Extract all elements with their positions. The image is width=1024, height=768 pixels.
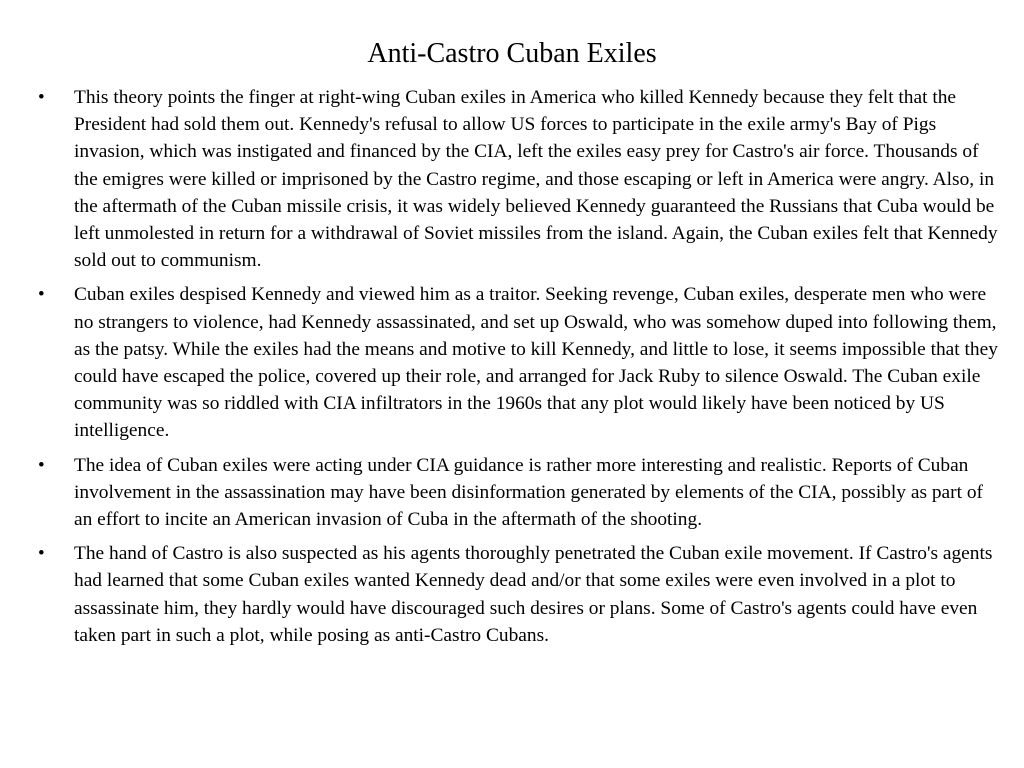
bullet-list	[38, 84, 998, 656]
bullet-marker: •	[38, 454, 45, 476]
bullet-marker: •	[38, 284, 45, 306]
bullet-text: The hand of Castro is also suspected as his agents thoroughly penetrated the Cuban exile movement. If Castro's agents had learned that some Cuban exiles wanted Kennedy dead and/or that some exiles were even involved in a plot to assassinate him, they hardly would have discouraged such desires or plans. Some of Castro's agents could have even taken part in such a plot, while posing as anti-Castro Cubans.	[74, 543, 993, 646]
bullet-text: The idea of Cuban exiles were acting under CIA guidance is rather more interesting and realistic. Reports of Cuban involvement in the assassination may have been disinformation generated by elements of the CIA, possibly as part of an effort to incite an American invasion of Cuba in the aftermath of the shooting.	[74, 454, 983, 531]
bullet-text: Cuban exiles despised Kennedy and viewed him as a traitor. Seeking revenge, Cuban exiles, desperate men who were no strangers to violence, had Kennedy assassinated, and set up Oswald, who was somehow duped into following them, as the patsy. While the exiles had the means and motive to kill Kennedy, and little to lose, it seems impossible that they could have escaped the police, covered up their role, and arranged for Jack Ruby to silence Oswald. The Cuban exile community was so riddled with CIA infiltrators in the 1960s that any plot would likely have been noticed by US intelligence.	[74, 284, 998, 442]
bullet-marker: •	[38, 543, 45, 565]
slide-title: Anti-Castro Cuban Exiles	[367, 38, 657, 69]
bullet-item	[38, 84, 998, 274]
bullet-item	[38, 540, 998, 649]
bullet-item	[38, 281, 998, 444]
bullet-text: This theory points the finger at right-wing Cuban exiles in America who killed Kennedy because they felt that the President had sold them out. Kennedy's refusal to allow US forces to participate in the exile army's Bay of Pigs invasion, which was instigated and financed by the CIA, left the exiles easy prey for Castro's air force. Thousands of the emigres were killed or imprisoned by the Castro regime, and those escaping or left in America were angry. Also, in the aftermath of the Cuban missile crisis, it was widely believed Kennedy guaranteed the Russians that Cuba would be left unmolested in return for a withdrawal of Soviet missiles from the island. Again, the Cuban exiles felt that Kennedy sold out to communism.	[74, 87, 998, 272]
bullet-item	[38, 452, 998, 534]
bullet-marker: •	[38, 87, 45, 108]
